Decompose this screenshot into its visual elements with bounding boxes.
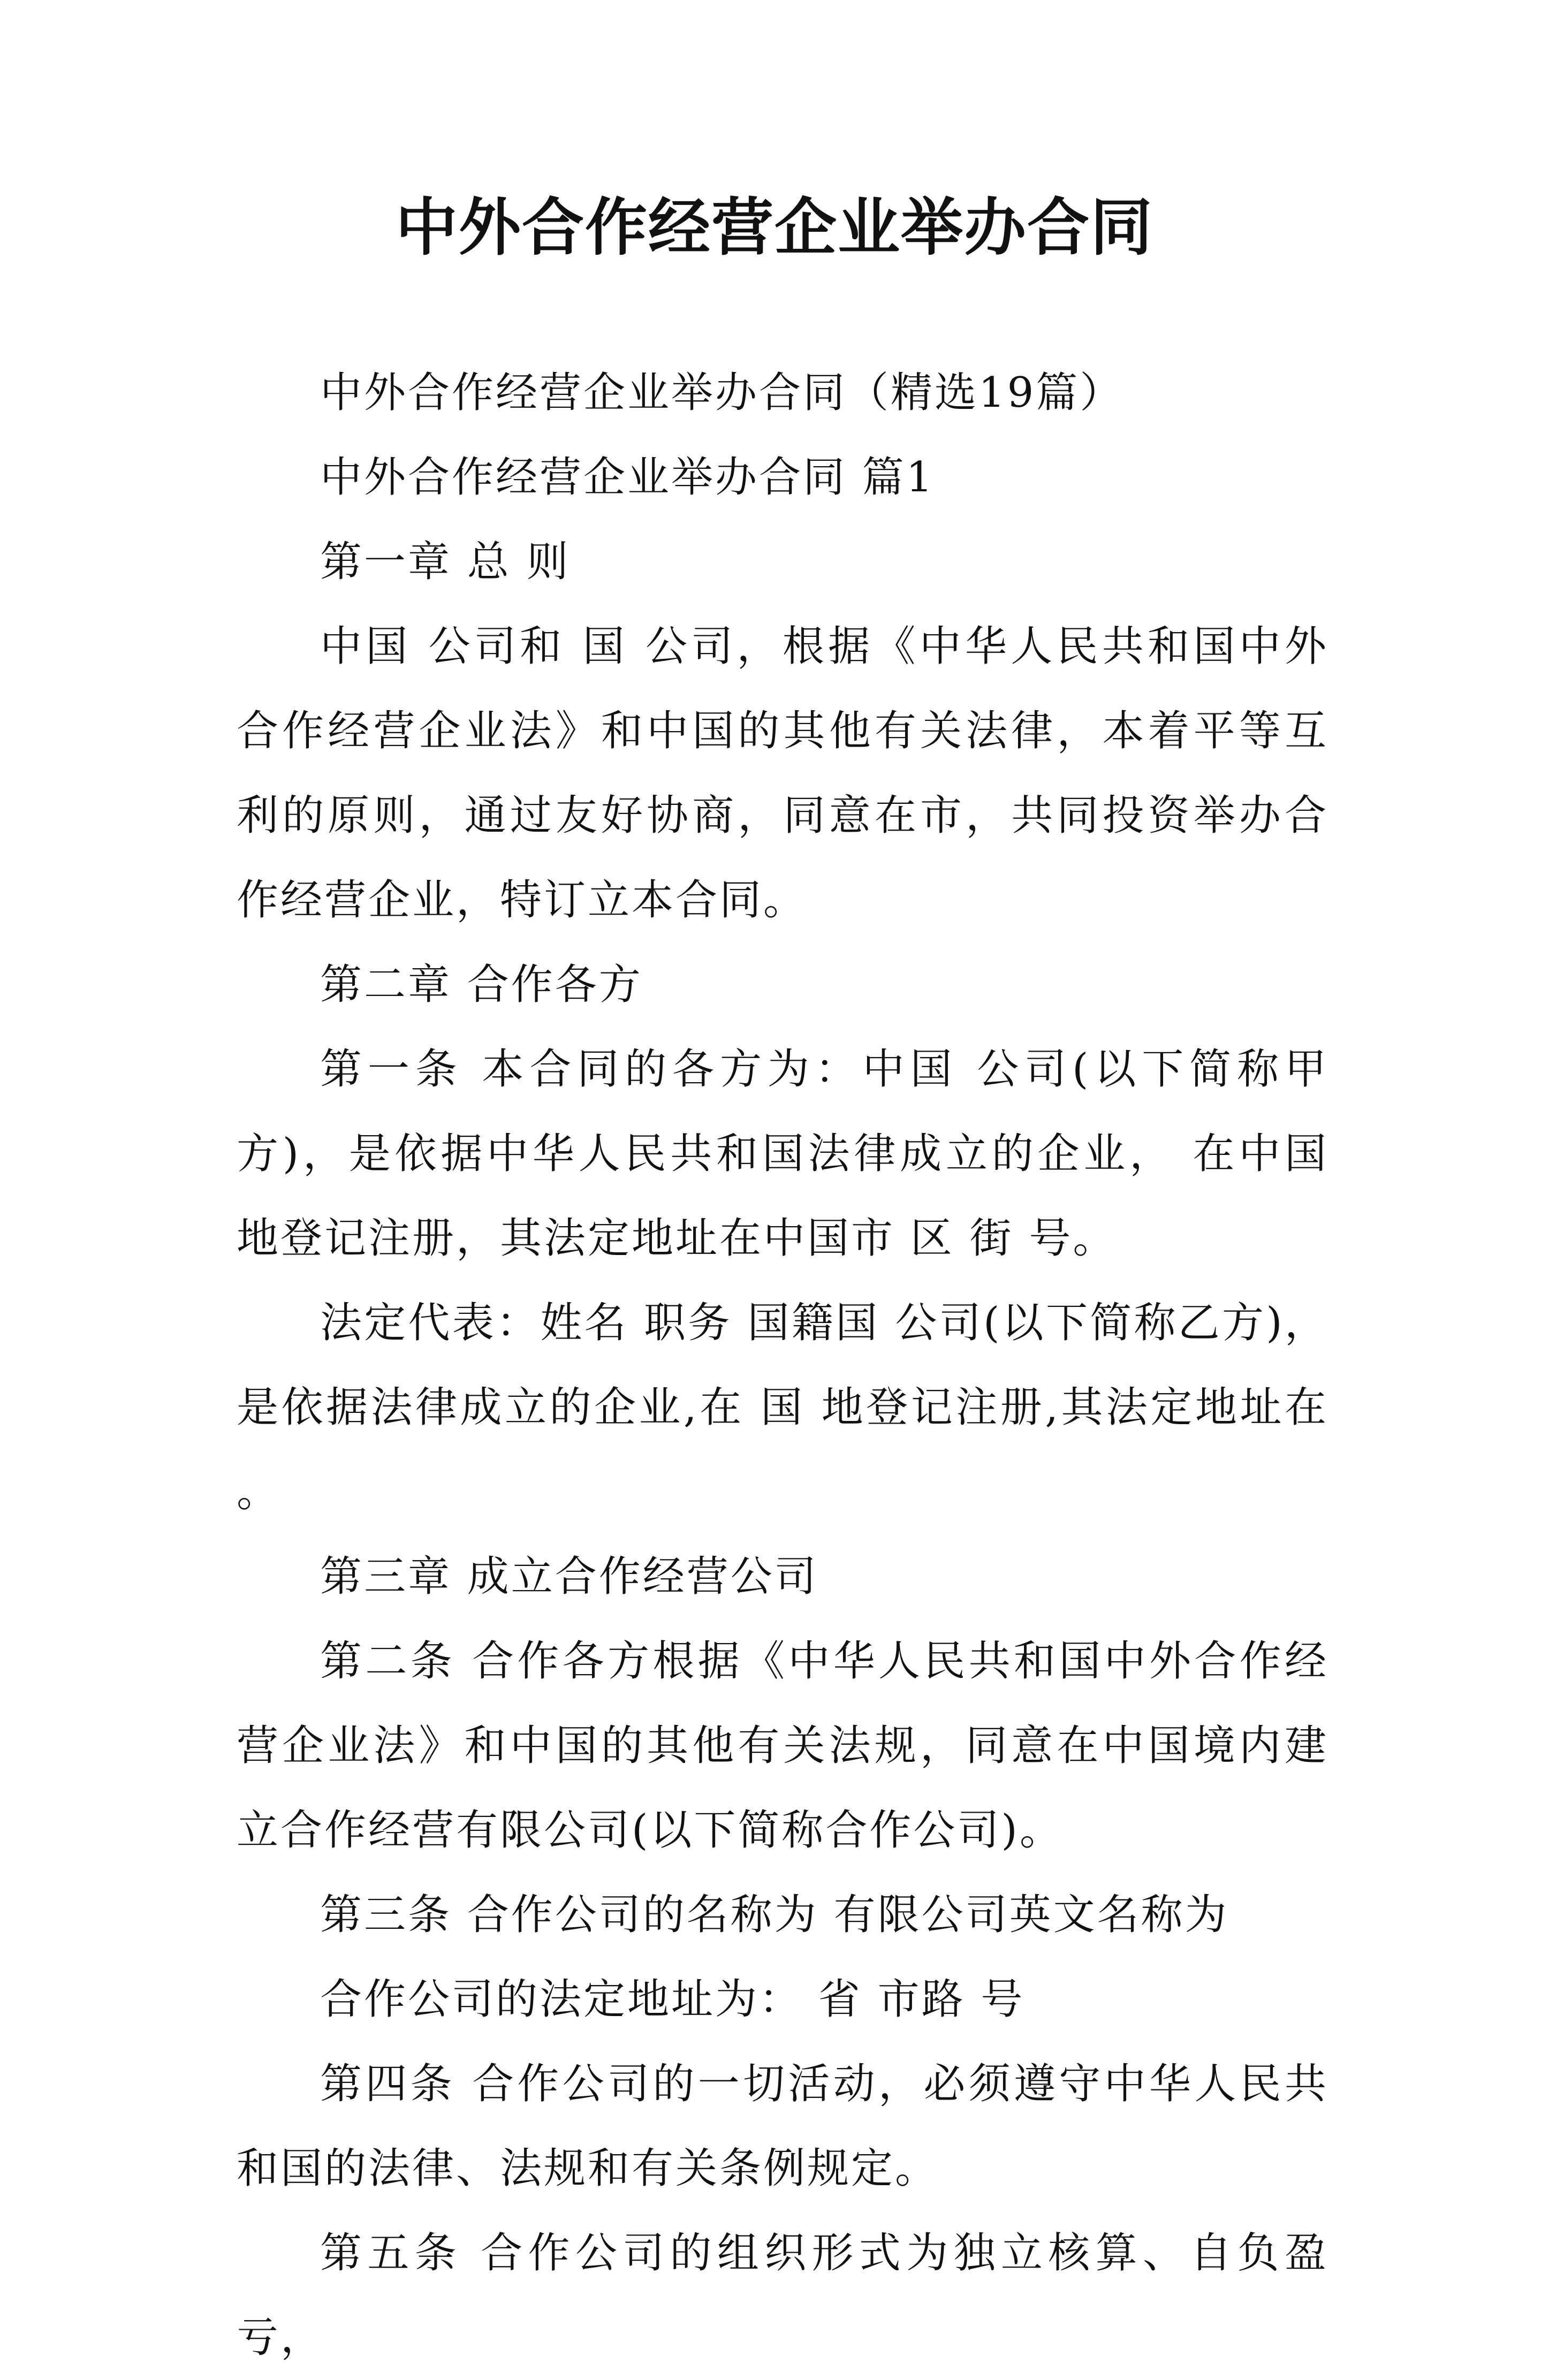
article-3: 第三条 合作公司的名称为 有限公司英文名称为	[320, 1891, 1229, 1939]
document-title: 中外合作经营企业举办合同	[396, 191, 1153, 264]
chapter-1-heading: 第一章 总 则	[320, 538, 571, 586]
paragraph-legal-address: 合作公司的法定地址为： 省 市路 号	[320, 1975, 1025, 2024]
chapter-2-heading: 第二章 合作各方	[320, 961, 643, 1009]
paragraph-legal-representative: 法定代表：姓名 职务 国籍国 公司(以下简称乙方)，是依据法律成立的企业,在 国 地登记注册,其法定地址在 。	[237, 1299, 1328, 1516]
chapter-3-heading: 第三章 成立合作经营公司	[320, 1553, 818, 1601]
paragraph-preamble: 中国 公司和 国 公司，根据《中华人民共和国中外合作经营企业法》和中国的其他有关法律，本着平等互利的原则，通过友好协商，同意在市，共同投资举办合作经营企业，特订立本合同。	[237, 622, 1328, 924]
article-5: 第五条 合作公司的组织形式为独立核算、自负盈亏，	[237, 2229, 1328, 2362]
article-4: 第四条 合作公司的一切活动，必须遵守中华人民共和国的法律、法规和有关条例规定。	[237, 2060, 1328, 2193]
article-2: 第二条 合作各方根据《中华人民共和国中外合作经营企业法》和中国的其他有关法规，同意在中国境内建立合作经营有限公司(以下简称合作公司)。	[237, 1637, 1328, 1854]
paragraph-section-heading: 中外合作经营企业举办合同 篇1	[320, 453, 935, 501]
paragraph-subtitle: 中外合作经营企业举办合同（精选19篇）	[320, 369, 1124, 417]
document-body	[237, 351, 1328, 2380]
article-1: 第一条 本合同的各方为：中国 公司(以下简称甲方)，是依据中华人民共和国法律成立的企业， 在中国 地登记注册，其法定地址在中国市 区 街 号。	[237, 1045, 1328, 1263]
